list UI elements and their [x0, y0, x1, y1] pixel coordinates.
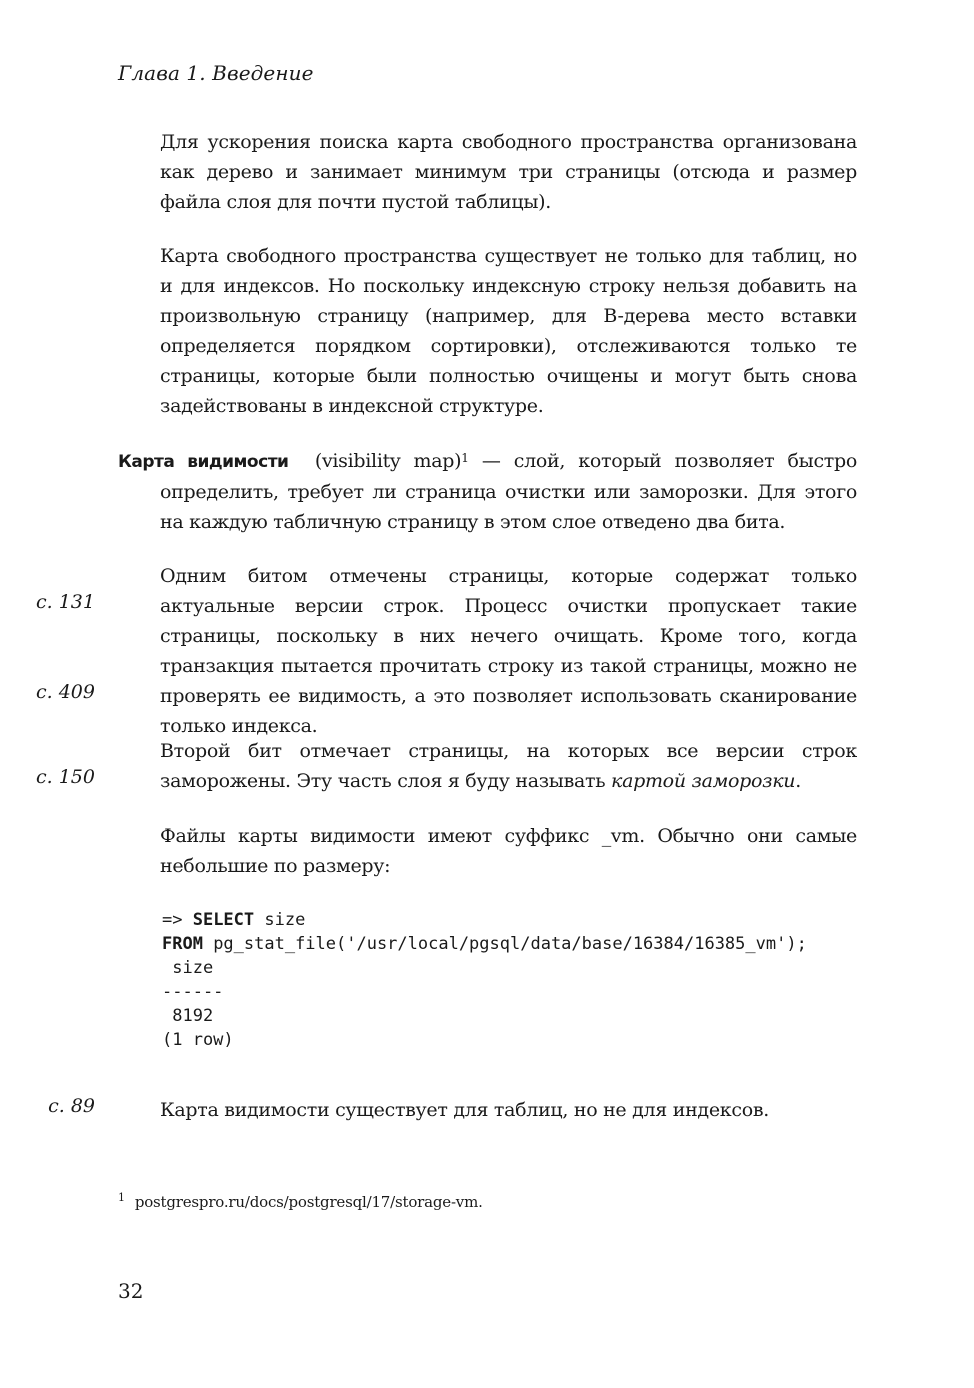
code-keyword-from: FROM	[162, 934, 203, 954]
footnote-link[interactable]: postgrespro.ru/docs/postgresql/17/storage-vm.	[134, 1193, 483, 1211]
paragraph-fsm-tree: Для ускорения поиска карта свободного пространства организована как дерево и занимает минимум три страницы (отсюда и размер файла слоя для почти пустой таблицы).	[160, 131, 857, 213]
margin-note-page-89[interactable]: с. 89	[48, 1095, 95, 1117]
paragraph-visibility-map-definition	[118, 446, 857, 537]
paragraph-fsm-indexes: Карта свободного пространства существует не только для таблиц, но и для индексов. Но поскольку индексную строку нельзя добавить на произвольную страницу (например, для B-дерева место вставки определяется порядком сортировки), отслеживаются только те страницы, которые были полностью очищены и могут быть снова задействованы в индексной структуре.	[160, 245, 857, 417]
freeze-map-term: картой заморозки	[611, 770, 796, 792]
code-from-rest: pg_stat_file('/usr/local/pgsql/data/base/16384/16385_vm');	[202, 934, 807, 954]
second-bit-end: .	[795, 770, 801, 792]
code-prompt: =>	[162, 910, 193, 930]
code-result-rows: (1 row)	[162, 1030, 234, 1050]
term-english: (visibility map)	[314, 450, 462, 472]
definition-text: — слой, который позволяет быстро определить, требует ли страница очистки или заморозки. Для этого на каждую табличную страницу в этом слое отведено два бита.	[160, 450, 858, 533]
margin-note-page-131[interactable]: с. 131	[36, 591, 95, 613]
paragraph-vm-files: Файлы карты видимости имеют суффикс _vm. Обычно они самые небольшие по размеру:	[160, 825, 857, 877]
code-listing	[162, 908, 807, 1052]
code-result-value: 8192	[162, 1006, 214, 1026]
paragraph-vm-tables-only: Карта видимости существует для таблиц, но не для индексов.	[160, 1099, 769, 1121]
footnote-mark: 1	[118, 1191, 125, 1204]
page-number: 32	[118, 1279, 144, 1303]
term-visibility-map: Карта видимости	[118, 452, 289, 472]
paragraph-first-bit: Одним битом отмечены страницы, которые содержат только актуальные версии строк. Процесс очистки пропускает такие страницы, поскольку в них нечего очищать. Кроме того, когда транзакция пытается прочитать строку из такой страницы, можно не проверять ее видимость, а это позволяет использовать сканирование только индекса.	[160, 565, 857, 737]
footnote	[118, 1193, 483, 1211]
paragraph-second-bit	[160, 736, 857, 796]
code-result-separator: ------	[162, 982, 224, 1002]
footnote-reference[interactable]: 1	[461, 451, 469, 465]
chapter-header: Глава 1. Введение	[118, 61, 314, 85]
second-bit-text: Второй бит отмечает страницы, на которых все версии строк заморожены. Эту часть слоя я буду называть	[160, 740, 857, 792]
margin-note-page-150[interactable]: с. 150	[36, 766, 95, 788]
code-result-header: size	[162, 958, 214, 978]
code-keyword-select: SELECT	[192, 910, 255, 930]
margin-note-page-409[interactable]: с. 409	[36, 681, 95, 703]
code-select-rest: size	[254, 910, 306, 930]
